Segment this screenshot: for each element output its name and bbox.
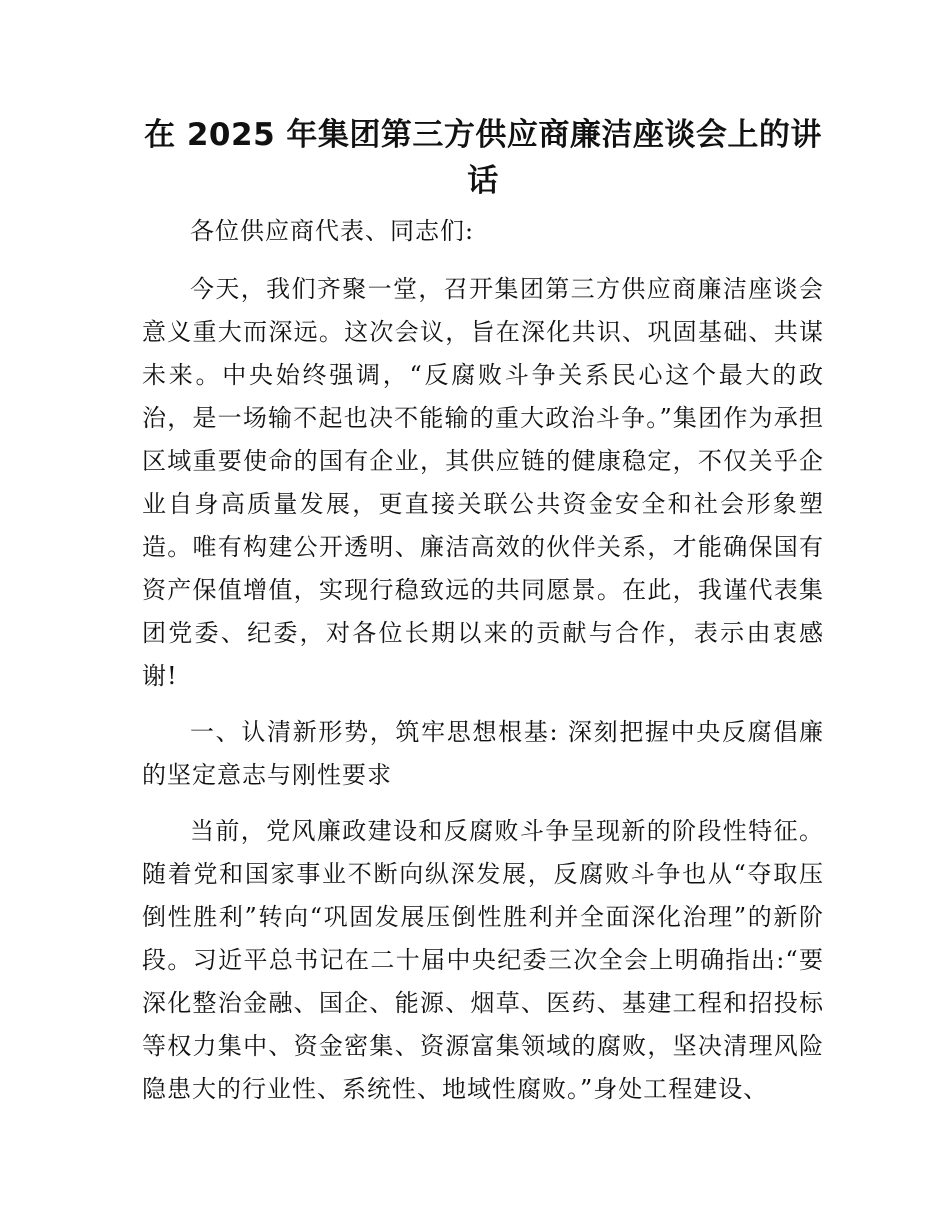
section-heading: 一、认清新形势，筑牢思想根基: 深刻把握中央反腐倡廉的坚定意志与刚性要求 <box>142 718 824 789</box>
section-paragraph: 当前，党风廉政建设和反腐败斗争呈现新的阶段性特征。随着党和国家事业不断向纵深发展，反腐败斗争也从“夺取压倒性胜利”转向“巩固发展压倒性胜利并全面深化治理”的新阶段。习近平总书记在二十届中央纪委三次全会上明确指出:“要深化整治金融、国企、能源、烟草、医药、基建工程和招投标等权力集中、资金密集、资源富集领域的腐败，坚决清理风险隐患大的行业性、系统性、地域性腐败。”身处工程建设、 <box>142 817 824 1103</box>
document-title: 在 2025 年集团第三方供应商廉洁座谈会上的讲话 <box>144 117 822 199</box>
salutation: 各位供应商代表、同志们: <box>190 217 475 245</box>
opening-paragraph: 今天，我们齐聚一堂，召开集团第三方供应商廉洁座谈会意义重大而深远。这次会议，旨在深化共识、巩固基础、共谋未来。中央始终强调，“反腐败斗争关系民心这个最大的政治，是一场输不起也决不能输的重大政治斗争。”集团作为承担区域重要使命的国有企业，其供应链的健康稳定，不仅关乎企业自身高质量发展，更直接关联公共资金安全和社会形象塑造。唯有构建公开透明、廉洁高效的伙伴关系，才能确保国有资产保值增值，实现行稳致远的共同愿景。在此，我谨代表集团党委、纪委，对各位长期以来的贡献与合作，表示由衷感谢! <box>142 275 824 690</box>
document-body <box>142 112 824 1111</box>
